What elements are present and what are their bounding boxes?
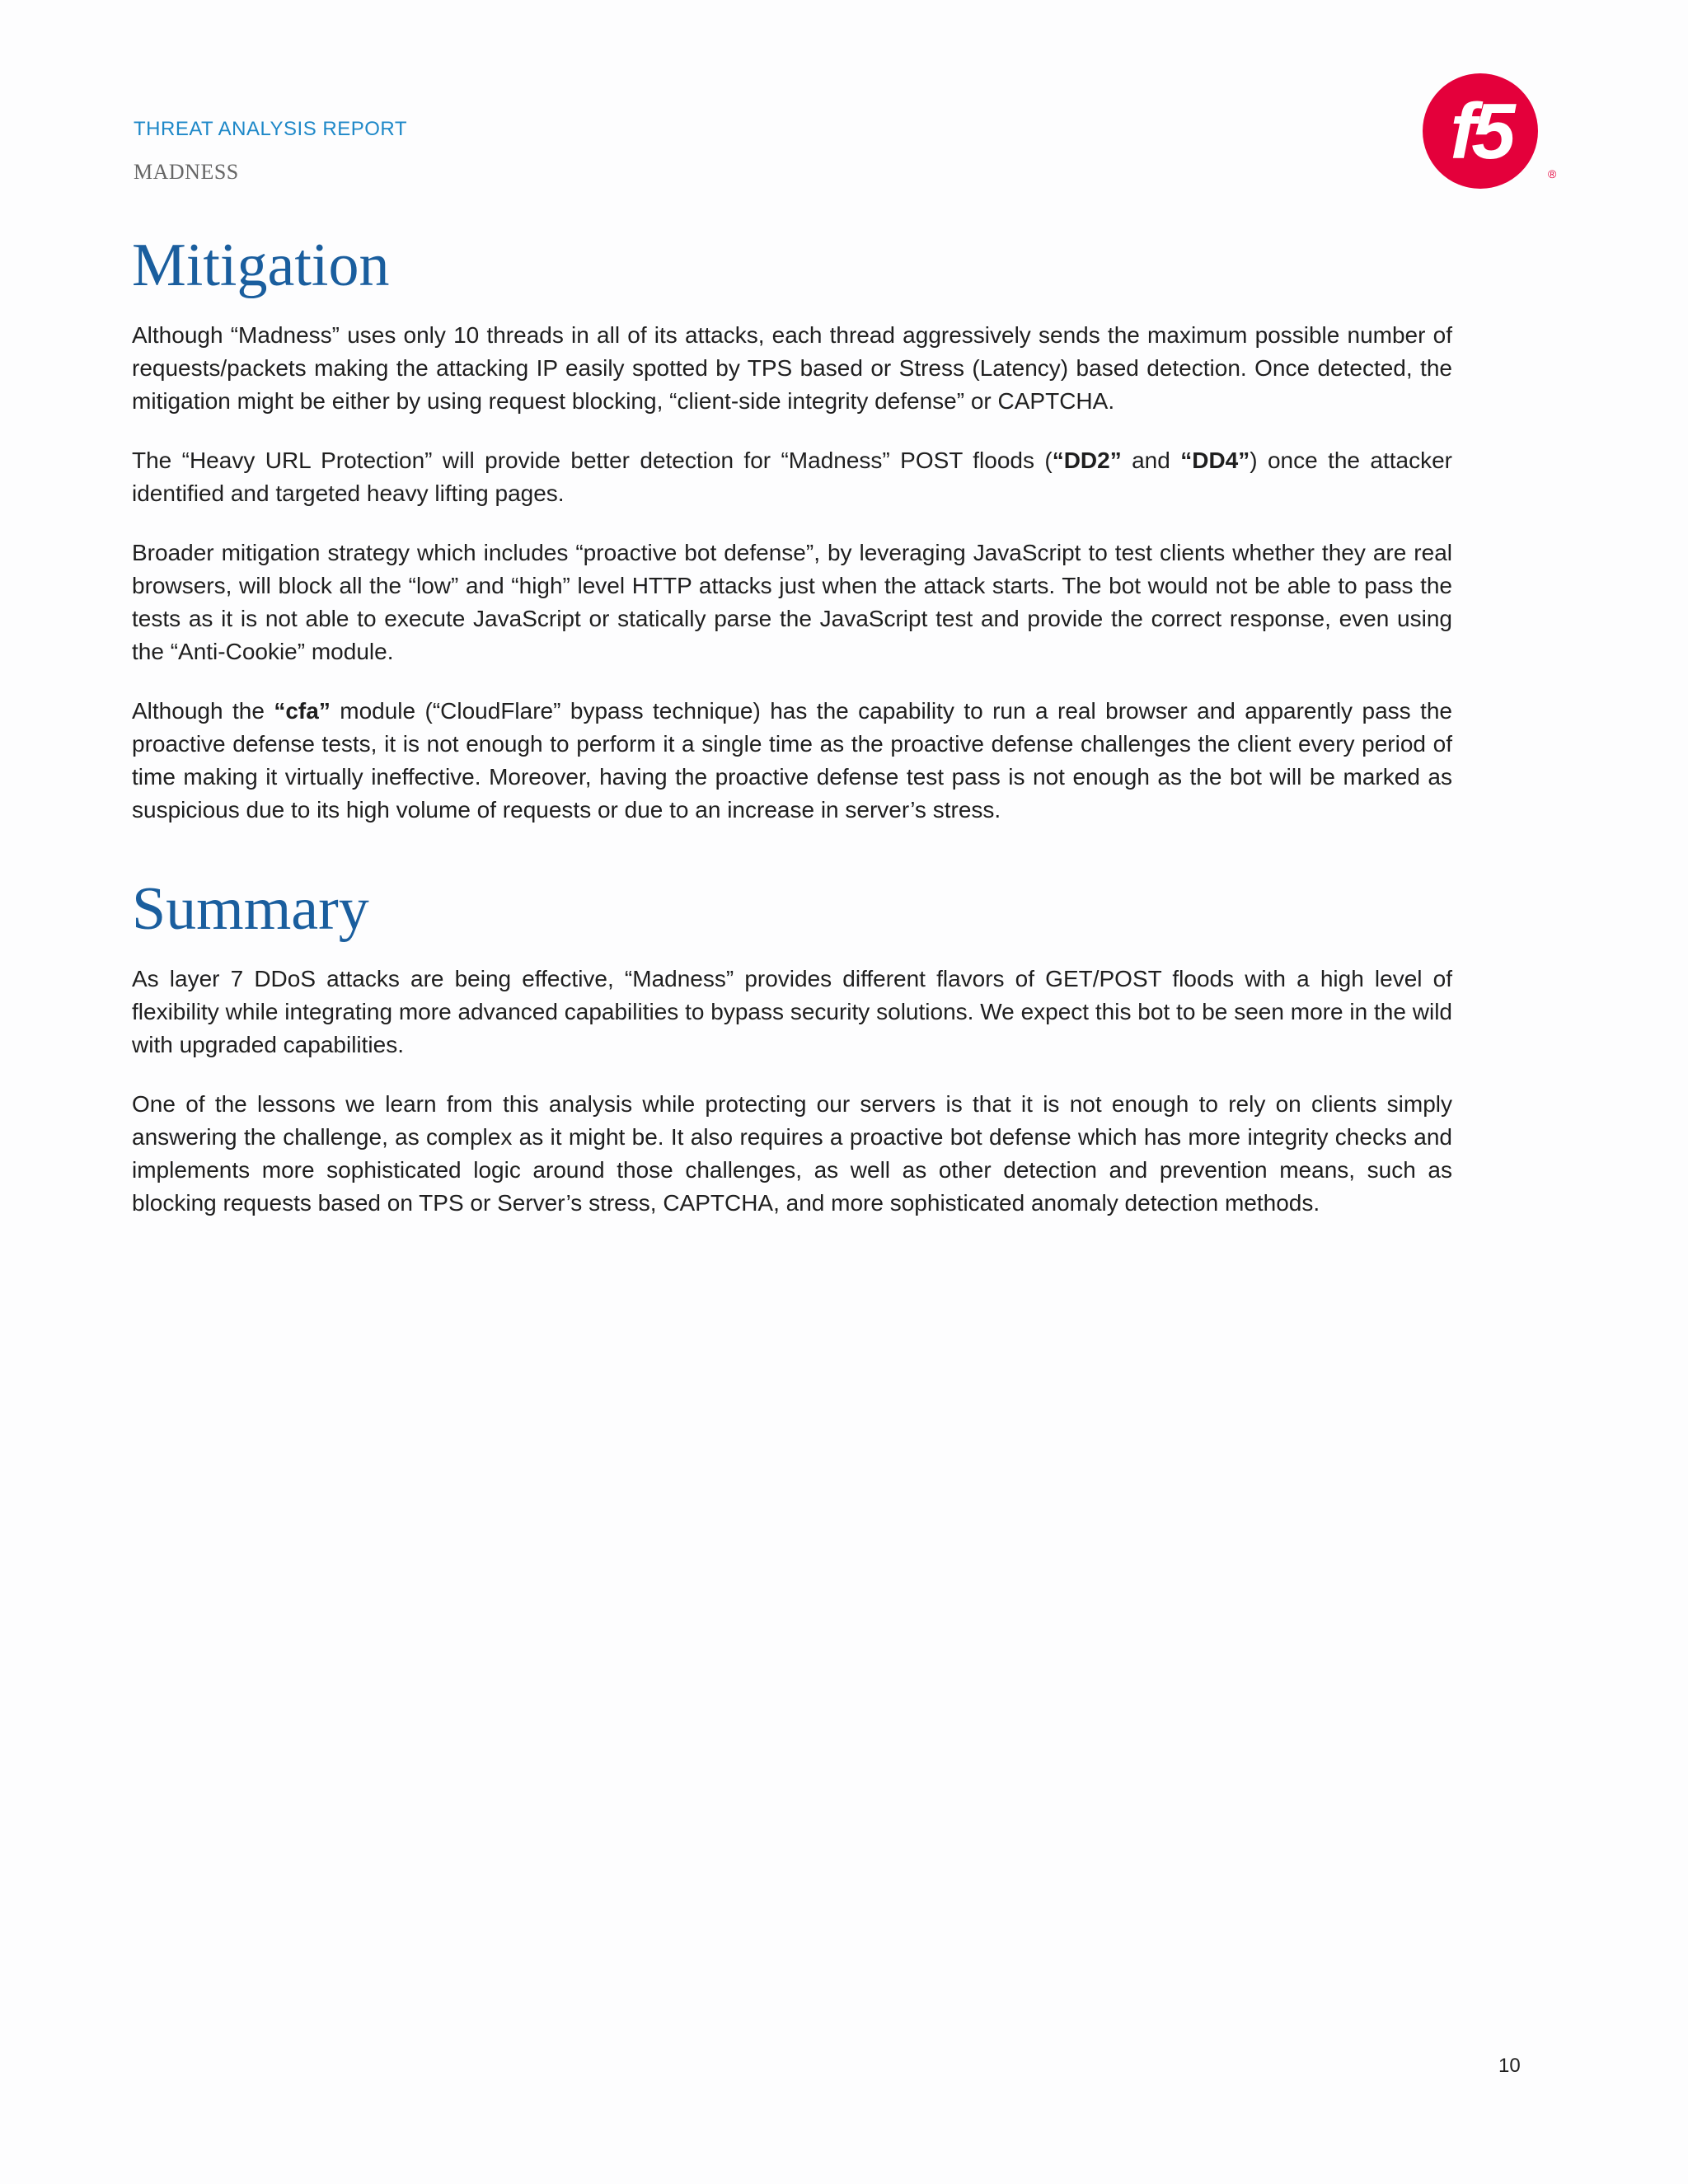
report-label: THREAT ANALYSIS REPORT [134, 118, 407, 140]
p2-text-a: The “Heavy URL Protection” will provide better detection for “Madness” POST floods ( [132, 448, 1053, 474]
page-number: 10 [1498, 2055, 1521, 2077]
mitigation-paragraph-1: Although “Madness” uses only 10 threads in all of its attacks, each thread aggressively sends the maximum possible number of requests/packets making the attacking IP easily spotted by TPS based or Stress (Latency) based detection. Once detected, the mitigation might be either by using request blocking, “client-side integrity defense” or CAPTCHA. [132, 322, 1452, 415]
f5-logo [1418, 69, 1558, 193]
mitigation-paragraph-4 [132, 695, 1452, 827]
report-subtitle: MADNESS [134, 160, 239, 184]
p4-text-a: Although the [132, 698, 274, 724]
summary-paragraph-1: As layer 7 DDoS attacks are being effective, “Madness” provides different flavors of GET/POST floods with a high level of flexibility while integrating more advanced capabilities to bypass security solutions. We expect this bot to be seen more in the wild with upgraded capabilities. [132, 966, 1452, 1058]
p4-bold-cfa: “cfa” [274, 698, 331, 724]
summary-paragraph-2: One of the lessons we learn from this analysis while protecting our servers is that it is not enough to rely on clients simply answering the challenge, as complex as it might be. It also requires a proactive bot defense which has more integrity checks and implements more sophisticated logic around those challenges, as well as other detection and prevention means, such as blocking requests based on TPS or Server’s stress, CAPTCHA, and more sophisticated anomaly detection methods. [132, 1091, 1452, 1216]
p2-bold-dd2: “DD2” [1052, 448, 1122, 474]
p2-bold-dd4: “DD4” [1180, 448, 1250, 474]
p2-text-d: ) once the attacker identified and targeted heavy lifting pages. [132, 448, 1452, 507]
f5-logo-text: f5 [1450, 87, 1511, 176]
registered-mark: ® [1548, 167, 1557, 180]
mitigation-paragraph-3: Broader mitigation strategy which includes “proactive bot defense”, by leveraging JavaScript to test clients whether they are real browsers, will block all the “low” and “high” level HTTP attacks just when the attack starts. The bot would not be able to pass the tests as it is not able to execute JavaScript or statically parse the JavaScript test and provide the correct response, even using the “Anti-Cookie” module. [132, 540, 1452, 665]
p4-text-c: module (“CloudFlare” bypass technique) has the capability to run a real browser and apparently pass the proactive defense tests, it is not enough to perform it a single time as the proactive defense challenges the client every period of time making it virtually ineffective. Moreover, having the proactive defense test pass is not enough as the bot will be marked as suspicious due to its high volume of requests or due to an increase in server’s stress. [132, 698, 1452, 823]
p2-text-c: and [1121, 448, 1181, 474]
mitigation-paragraph-2 [132, 444, 1452, 510]
summary-heading: Summary [132, 875, 369, 944]
mitigation-heading: Mitigation [132, 232, 390, 299]
document-body [132, 231, 1452, 1246]
